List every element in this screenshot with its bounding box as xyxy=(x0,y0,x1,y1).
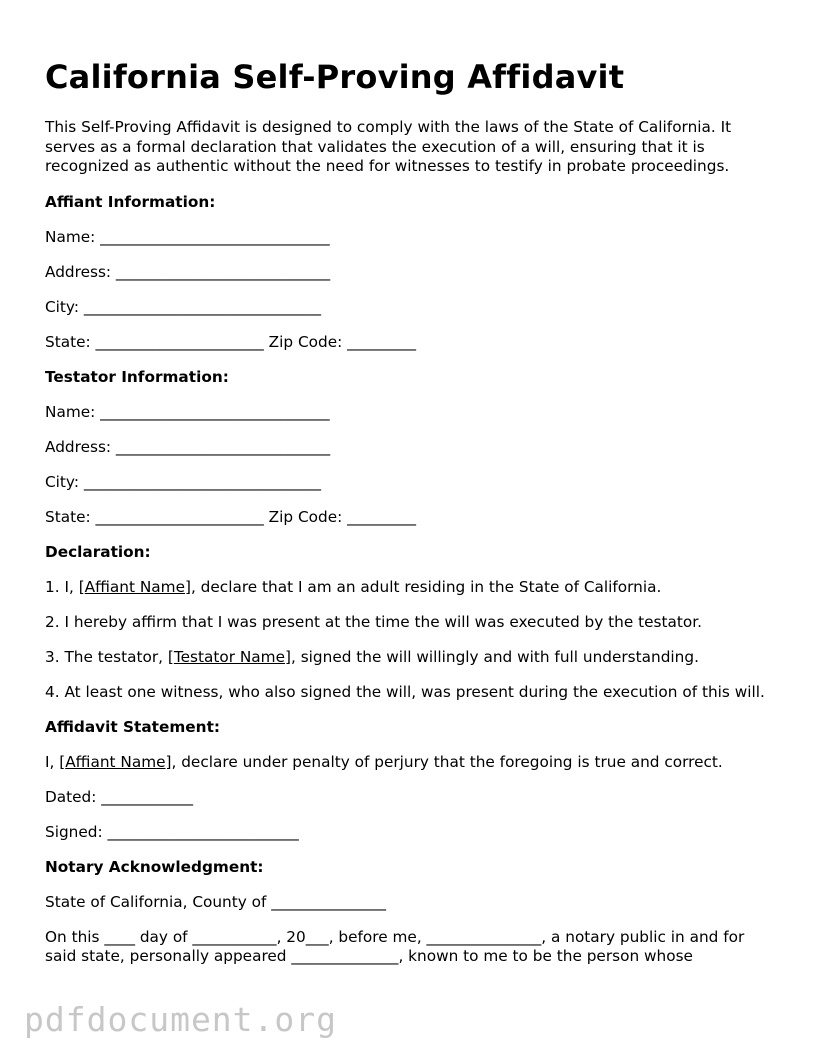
affiant-heading: Affiant Information: xyxy=(45,192,216,211)
declaration-item-4: 4. At least one witness, who also signed the will, was present during the execution of this will. xyxy=(45,682,765,701)
testator-name-placeholder: Testator Name xyxy=(173,647,285,666)
declaration-item-2: 2. I hereby affirm that I was present at the time the will was executed by the testator. xyxy=(45,612,702,631)
testator-address-field[interactable]: Address: ____________________________ xyxy=(45,437,331,456)
notary-text: On this ____ day of ___________, 20___, before me, _______________, a notary public in and for said state, personally appeared ______________, known to me to be the person whose xyxy=(45,927,745,965)
testator-zip-field[interactable]: Zip Code: _________ xyxy=(268,507,416,526)
affiant-state-zip-row xyxy=(45,333,775,353)
testator-state-field[interactable]: State: ______________________ xyxy=(45,507,264,526)
dated-field[interactable]: Dated: ____________ xyxy=(45,787,194,806)
notary-county-field[interactable]: State of California, County of _______________ xyxy=(45,892,386,911)
signed-field[interactable]: Signed: _________________________ xyxy=(45,822,299,841)
statement-line: I, [Affiant Name], declare under penalty of perjury that the foregoing is true and correct. xyxy=(45,752,723,771)
affiant-city-field[interactable]: City: _______________________________ xyxy=(45,297,321,316)
affiant-name-placeholder: Affiant Name xyxy=(65,752,166,771)
affiant-address-field[interactable]: Address: ____________________________ xyxy=(45,262,331,281)
document-title: California Self-Proving Affidavit xyxy=(45,58,625,96)
testator-state-zip-row xyxy=(45,508,775,528)
affiant-name-placeholder: Affiant Name xyxy=(84,577,185,596)
testator-name-field[interactable]: Name: ______________________________ xyxy=(45,402,330,421)
notary-heading: Notary Acknowledgment: xyxy=(45,857,264,876)
statement-heading: Affidavit Statement: xyxy=(45,717,220,736)
declaration-item-3: 3. The testator, [Testator Name], signed the will willingly and with full understanding. xyxy=(45,647,699,666)
watermark: pdfdocument.org xyxy=(24,1000,338,1039)
declaration-heading: Declaration: xyxy=(45,542,151,561)
affiant-name-field[interactable]: Name: ______________________________ xyxy=(45,227,330,246)
affiant-zip-field[interactable]: Zip Code: _________ xyxy=(268,332,416,351)
testator-heading: Testator Information: xyxy=(45,367,229,386)
testator-city-field[interactable]: City: _______________________________ xyxy=(45,472,321,491)
affiant-state-field[interactable]: State: ______________________ xyxy=(45,332,264,351)
intro-paragraph: This Self-Proving Affidavit is designed to comply with the laws of the State of California. It serves as a formal declaration that validates the execution of a will, ensuring that it is recognized as authentic without the need for witnesses to testify in probate proceedings. xyxy=(45,118,732,175)
declaration-item-1: 1. I, [Affiant Name], declare that I am an adult residing in the State of California. xyxy=(45,577,662,596)
document-page xyxy=(45,58,775,967)
